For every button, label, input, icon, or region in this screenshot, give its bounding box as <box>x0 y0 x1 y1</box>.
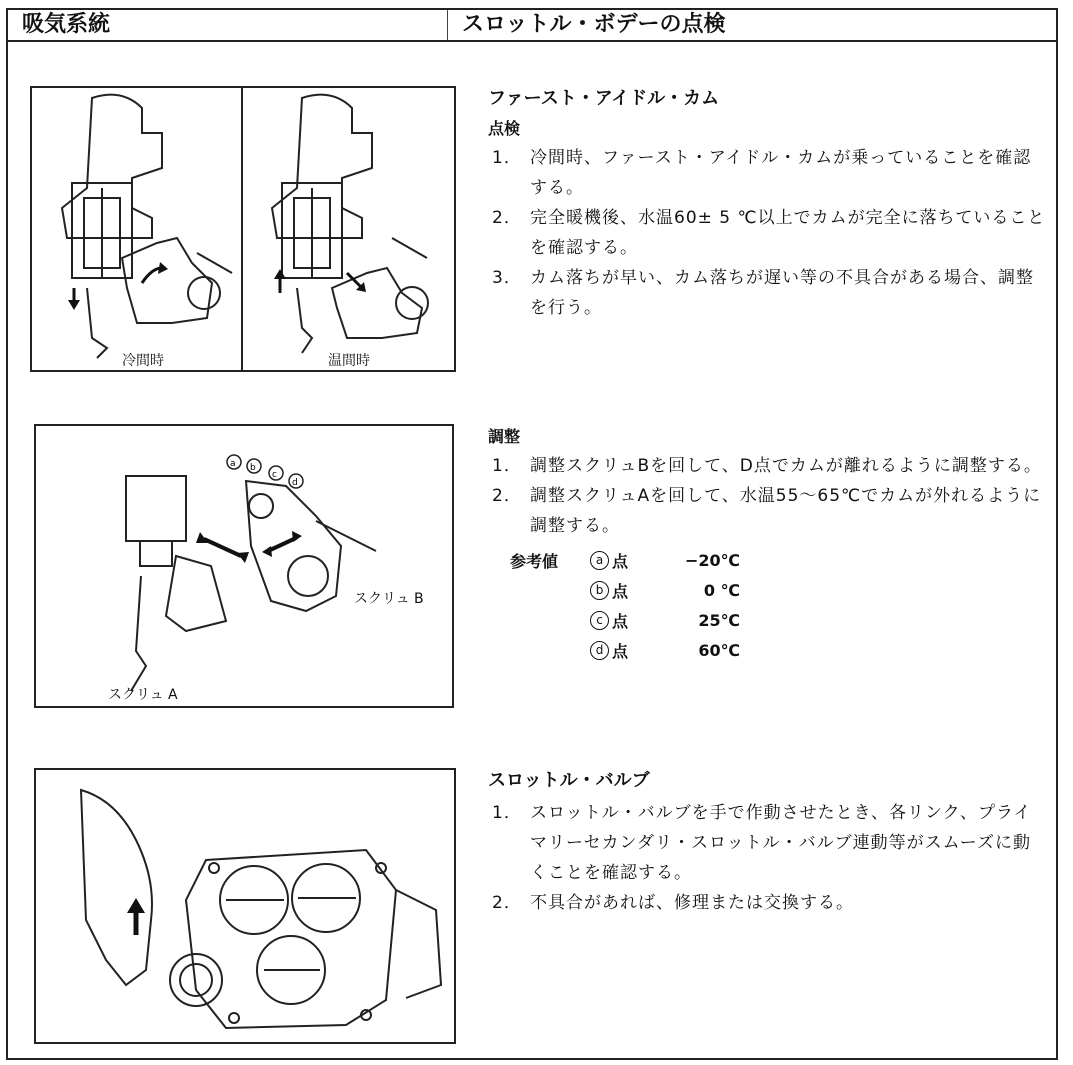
reference-value: 60℃ <box>698 640 740 660</box>
step-number: 1． <box>492 456 522 476</box>
label-warm: 温間時 <box>328 353 370 369</box>
step-number: 3． <box>492 268 522 288</box>
label-cold: 冷間時 <box>122 353 164 369</box>
reference-value: 25℃ <box>698 610 740 630</box>
section-throttle-valve <box>488 766 1048 918</box>
reference-row <box>510 545 1048 575</box>
label-screw-a: スクリュ A <box>108 687 178 703</box>
mark-c: c <box>272 470 277 480</box>
mark-d-circle: d <box>590 641 609 660</box>
throttle-steps <box>488 798 1048 918</box>
mark-a: a <box>230 459 236 469</box>
throttle-body-illustration <box>36 770 456 1044</box>
step-text: 完全暖機後、水温60± 5 ℃以上でカムが完全に落ちていることを確認する。 <box>530 208 1046 258</box>
reference-values <box>510 545 1048 665</box>
header-bar <box>8 10 1056 42</box>
point-label: 点 <box>612 581 629 601</box>
adjustment-illustration <box>36 426 454 708</box>
throttle-valve-title: スロットル・バルブ <box>488 770 650 791</box>
step-text: 調整スクリュAを回して、水温55～65℃でカムが外れるように調整する。 <box>530 486 1042 536</box>
reference-value: 0 ℃ <box>703 580 740 600</box>
point-label: 点 <box>612 551 629 571</box>
step-text: 調整スクリュBを回して、D点でカムが離れるように調整する。 <box>530 456 1042 476</box>
figure-cam-adjustment <box>34 424 454 708</box>
step-text: スロットル・バルブを手で作動させたとき、各リンク、プライマリーセカンダリ・スロットル・バルブ連動等がスムーズに動くことを確認する。 <box>530 803 1032 883</box>
inspect-steps <box>488 143 1048 323</box>
inspect-step <box>488 203 1048 263</box>
section-adjustment <box>488 424 1048 665</box>
point-label: 点 <box>612 611 629 631</box>
reference-row <box>510 635 1048 665</box>
fast-idle-cam-title: ファースト・アイドル・カム <box>488 88 720 109</box>
adjust-step <box>488 481 1048 541</box>
throttle-step <box>488 888 1048 918</box>
adjust-steps <box>488 451 1048 541</box>
step-text: 冷間時、ファースト・アイドル・カムが乗っていることを確認する。 <box>530 148 1032 198</box>
inspect-title: 点検 <box>488 119 521 138</box>
step-number: 1． <box>492 148 522 168</box>
adjust-step <box>488 451 1048 481</box>
step-number: 2． <box>492 208 522 228</box>
point-label: 点 <box>612 641 629 661</box>
adjust-title: 調整 <box>488 427 521 446</box>
page-frame <box>6 8 1058 1060</box>
page-title: スロットル・ボデーの点検 <box>462 12 726 37</box>
inspect-step <box>488 263 1048 323</box>
mark-b: b <box>250 463 256 473</box>
reference-heading: 参考値 <box>510 551 559 571</box>
mark-a-circle: a <box>590 551 609 570</box>
reference-row <box>510 605 1048 635</box>
cam-illustration <box>32 88 456 372</box>
mark-b-circle: b <box>590 581 609 600</box>
mark-c-circle: c <box>590 611 609 630</box>
figure-throttle-valve <box>34 768 456 1044</box>
step-number: 2． <box>492 893 522 913</box>
inspect-step <box>488 143 1048 203</box>
reference-value: −20℃ <box>684 550 740 570</box>
mark-d: d <box>292 478 298 488</box>
step-number: 2． <box>492 486 522 506</box>
step-text: カム落ちが早い、カム落ちが遅い等の不具合がある場合、調整を行う。 <box>530 268 1034 318</box>
section-name: 吸気系統 <box>8 10 448 40</box>
figure-fast-idle-cam-states <box>30 86 456 372</box>
label-screw-b: スクリュ B <box>354 591 424 607</box>
section-fast-idle-cam <box>488 84 1048 323</box>
reference-row <box>510 575 1048 605</box>
step-number: 1． <box>492 803 522 823</box>
step-text: 不具合があれば、修理または交換する。 <box>530 893 854 913</box>
throttle-step <box>488 798 1048 888</box>
